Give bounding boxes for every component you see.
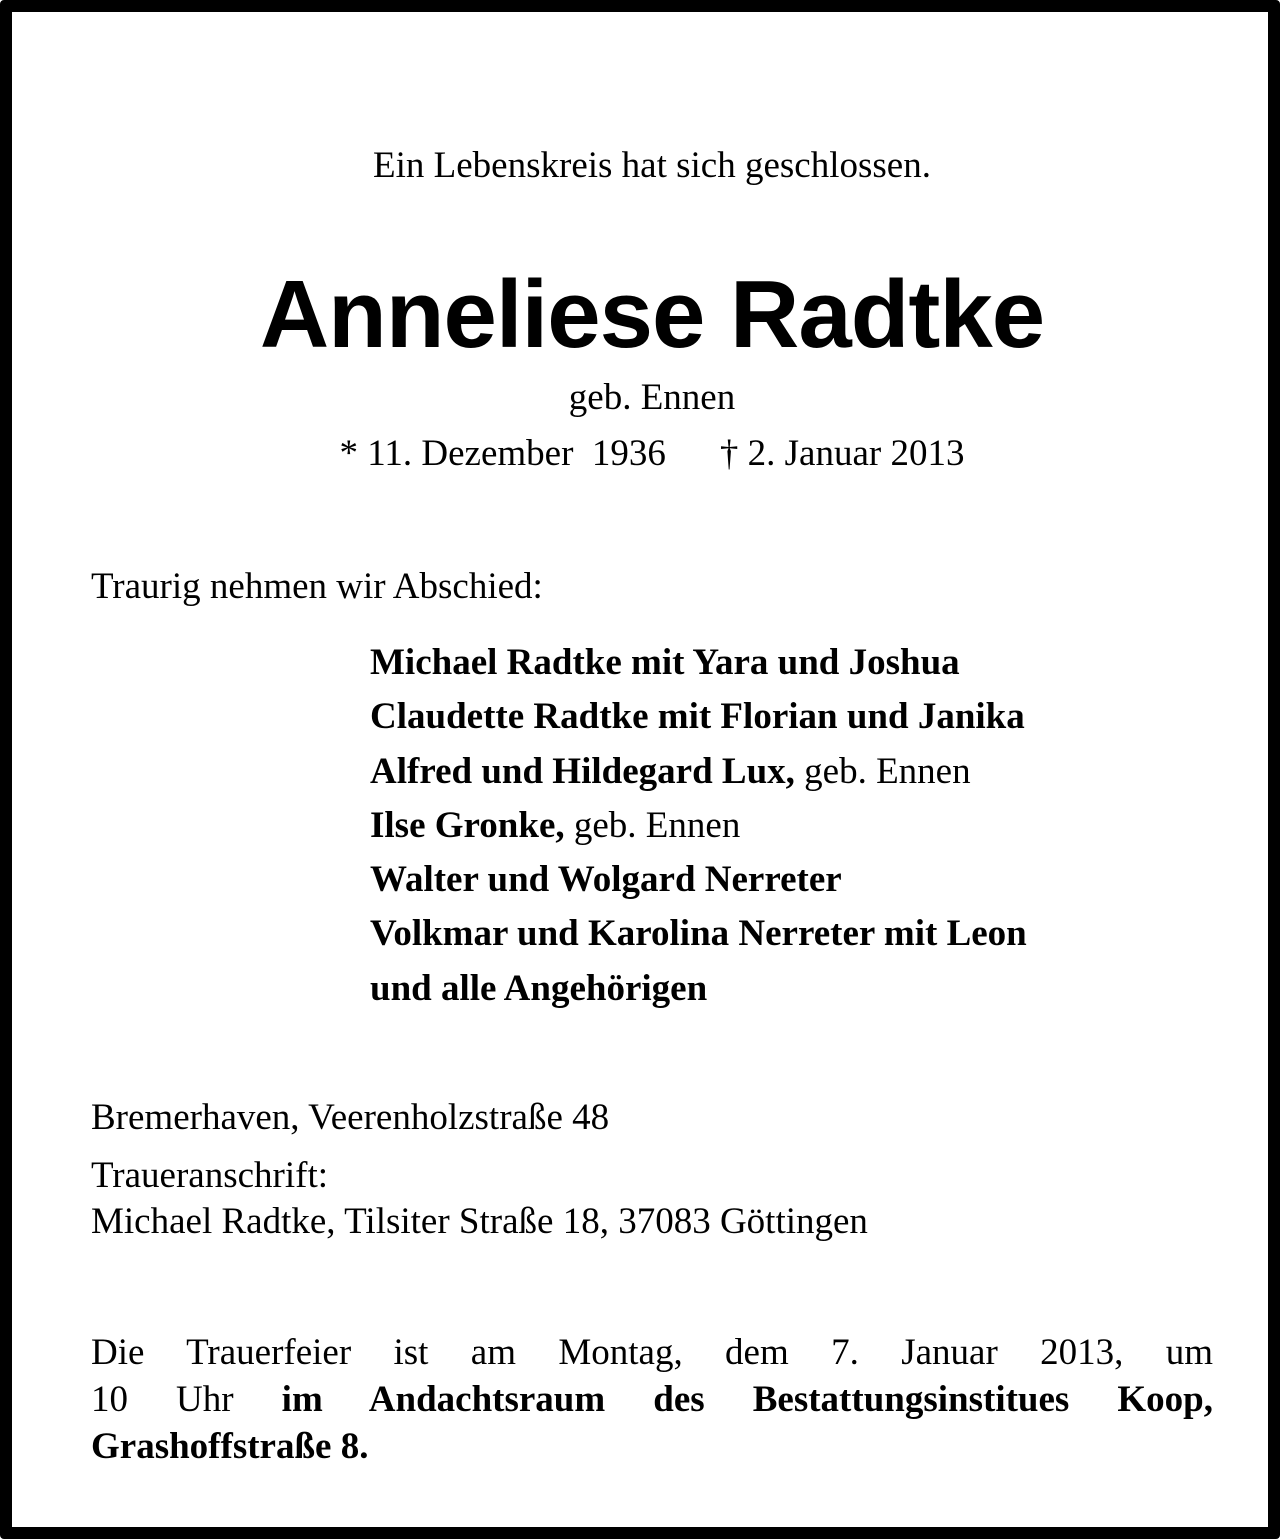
mourning-address-label: Traueranschrift: xyxy=(91,1155,329,1196)
mourner-name: Alfred und Hildegard Lux, xyxy=(370,750,795,792)
mourners-list xyxy=(370,636,1027,1016)
mourner-entry xyxy=(370,799,1027,853)
mourner-entry xyxy=(370,745,1027,799)
maiden-name: geb. Ennen xyxy=(568,377,736,418)
residence-address: Bremerhaven, Veerenholzstraße 48 xyxy=(91,1097,610,1138)
birth-date: * 11. Dezember 1936 xyxy=(339,433,666,474)
mourning-address: Michael Radtke, Tilsiter Straße 18, 37083 Göttingen xyxy=(91,1201,868,1242)
mourner-suffix: geb. Ennen xyxy=(794,750,971,792)
intro-text: Ein Lebenskreis hat sich geschlossen. xyxy=(373,145,931,186)
service-line-3 xyxy=(91,1423,1213,1470)
service-street: Grashoffstraße 8. xyxy=(91,1426,369,1467)
service-line-2 xyxy=(91,1376,1213,1423)
funeral-service-info xyxy=(91,1329,1213,1470)
mourner-name: Volkmar und Karolina Nerreter mit Leon xyxy=(370,913,1027,955)
mourner-name: und alle Angehörigen xyxy=(370,967,708,1009)
death-date: † 2. Januar 2013 xyxy=(719,433,965,474)
farewell-text: Traurig nehmen wir Abschied: xyxy=(91,566,543,607)
mourner-entry xyxy=(370,690,1027,744)
mourner-name: Claudette Radtke mit Florian und Janika xyxy=(370,696,1025,738)
mourner-entry xyxy=(370,853,1027,907)
mourner-entry xyxy=(370,907,1027,961)
mourner-suffix: geb. Ennen xyxy=(564,804,741,846)
deceased-name: Anneliese Radtke xyxy=(259,261,1045,368)
mourner-name: Walter und Wolgard Nerreter xyxy=(370,859,842,901)
mourner-name: Ilse Gronke, xyxy=(370,804,565,846)
service-time: 10 Uhr xyxy=(91,1379,282,1420)
mourner-entry xyxy=(370,636,1027,690)
service-line-1: Die Trauerfeier ist am Montag, dem 7. Januar 2013, um xyxy=(91,1332,1213,1373)
service-location: im Andachtsraum des Bestattungsinstitues Koop, xyxy=(281,1379,1213,1420)
mourner-entry xyxy=(370,962,1027,1016)
life-dates xyxy=(12,430,1280,478)
mourner-name: Michael Radtke mit Yara und Joshua xyxy=(370,642,960,683)
